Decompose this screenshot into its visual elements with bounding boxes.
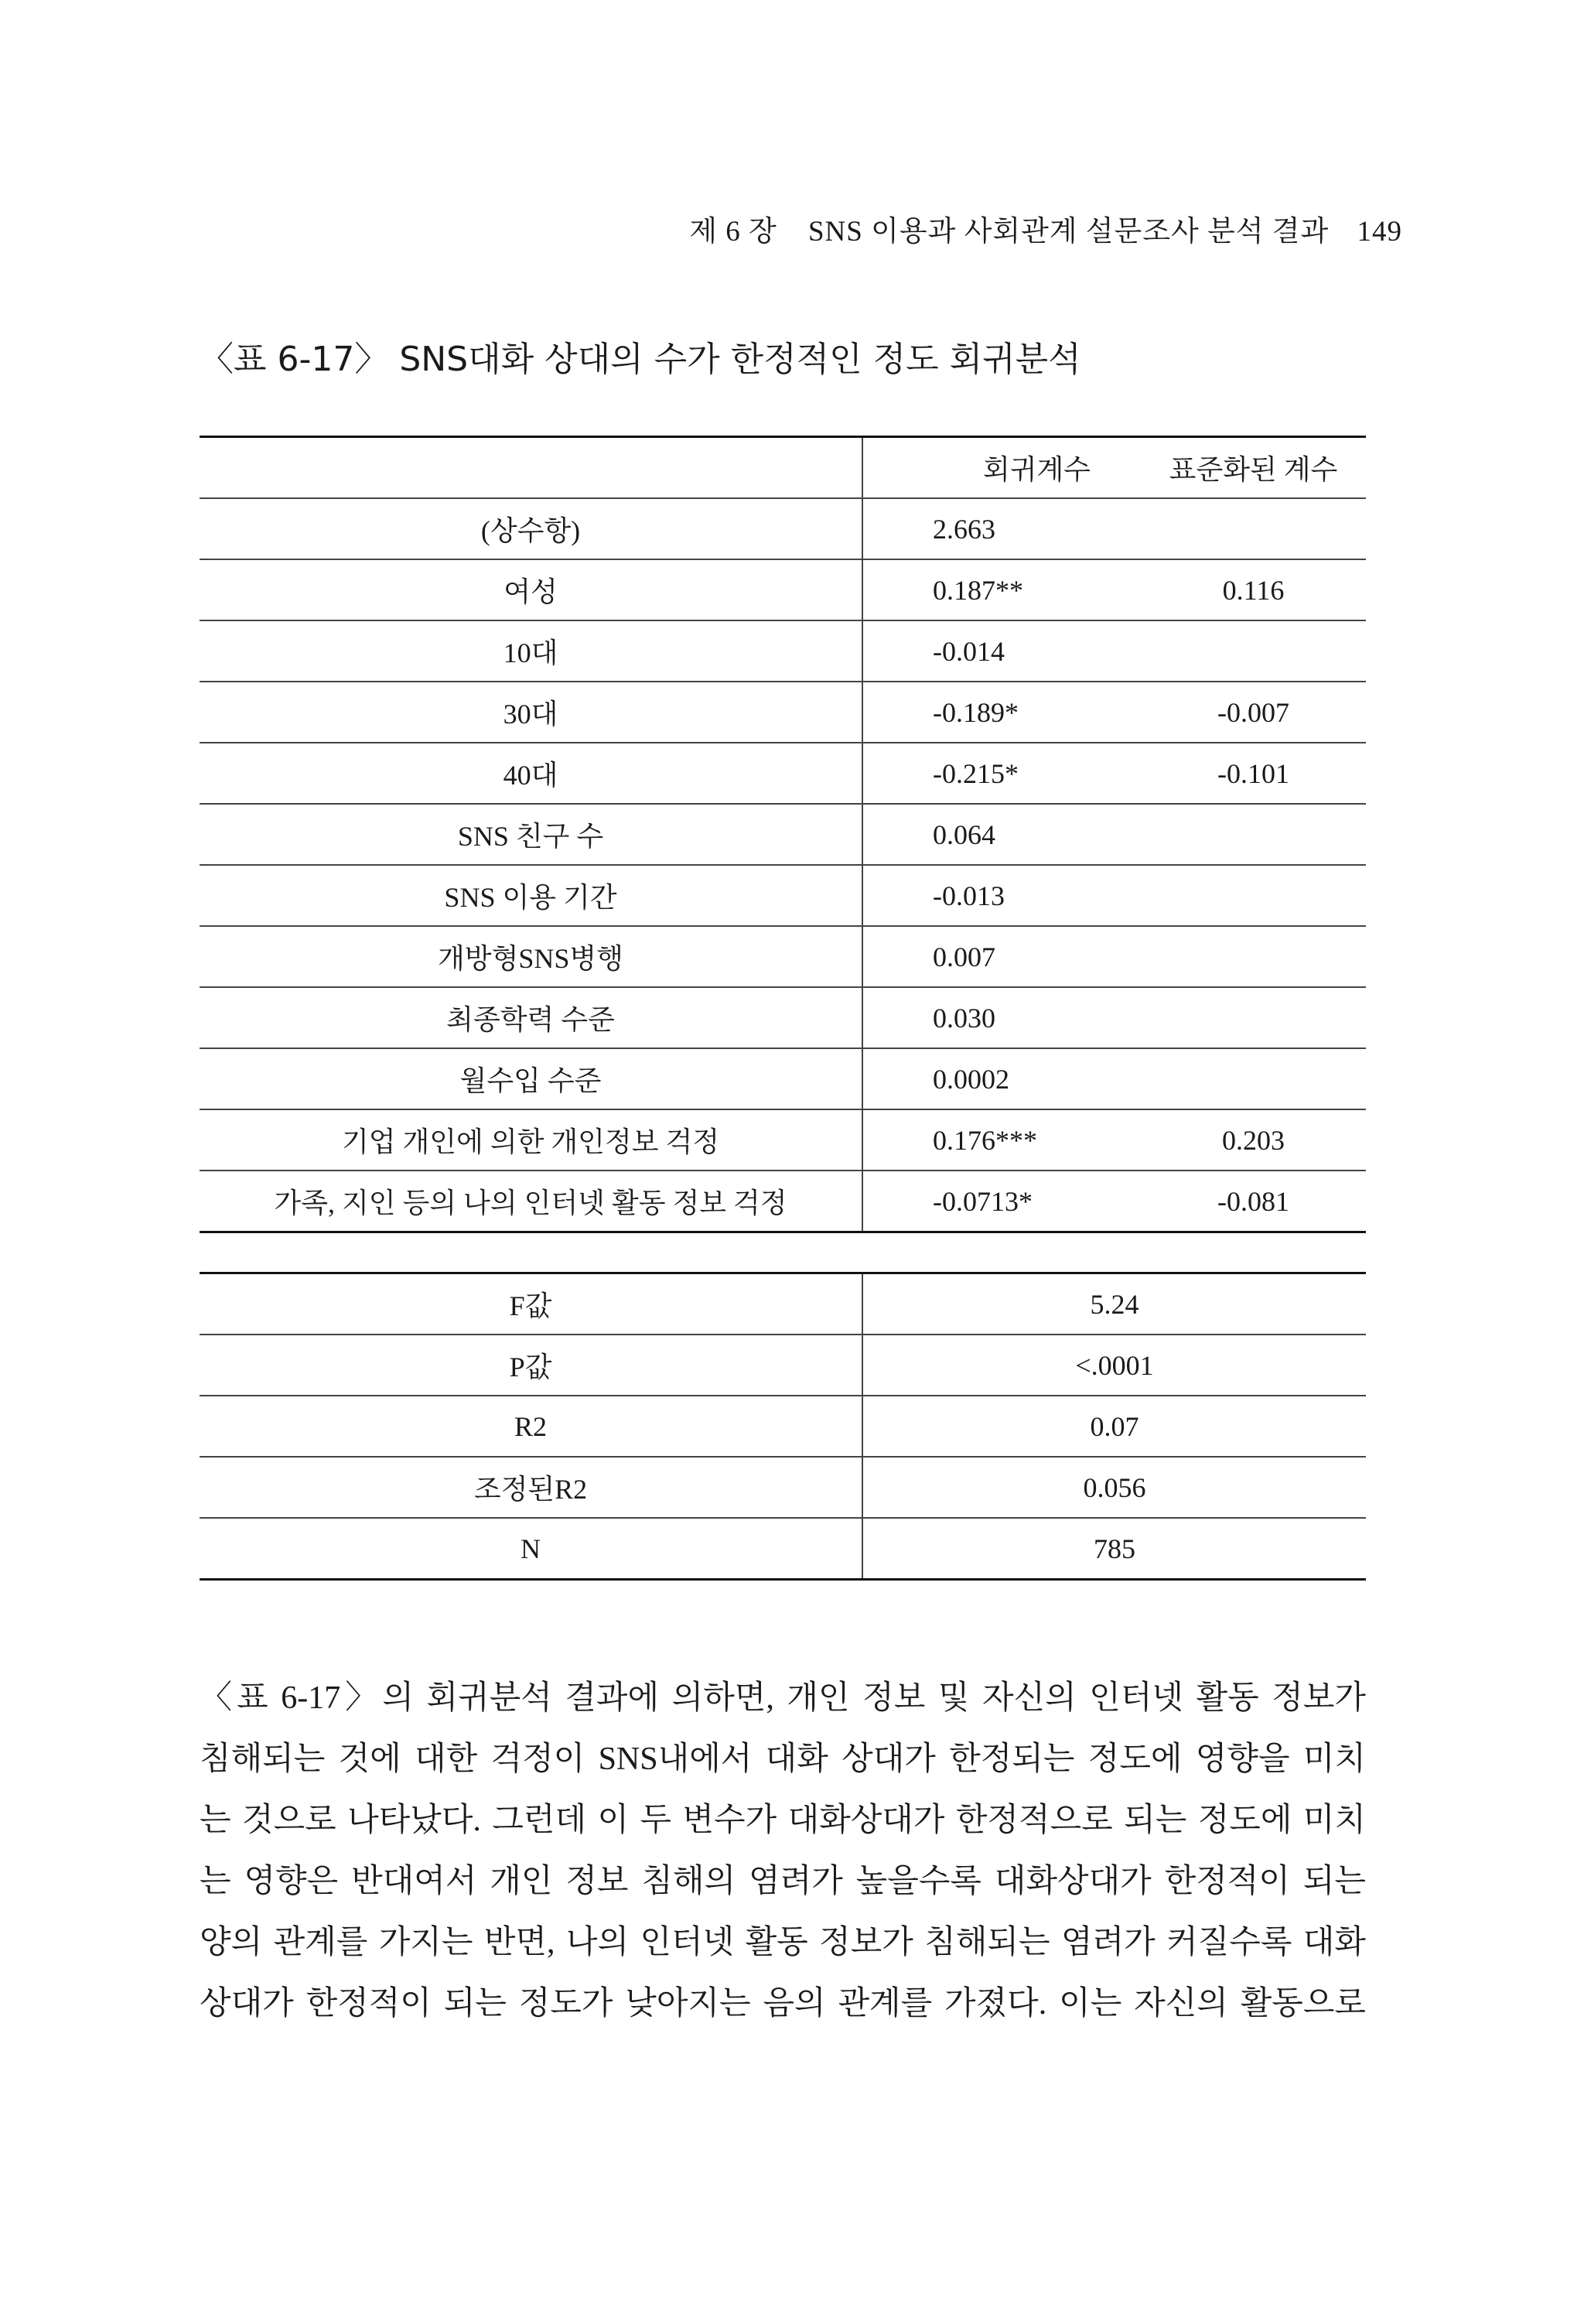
coefficient-cell: 0.030	[862, 987, 1141, 1048]
standardized-cell	[1141, 804, 1366, 865]
body-text-line: 침해되는 것에 대한 걱정이 SNS내에서 대화 상대가 한정되는 정도에 영향을 미치	[200, 1741, 1366, 1777]
coefficient-cell: 0.187**	[862, 559, 1141, 620]
standardized-cell	[1141, 620, 1366, 682]
variable-cell: 최종학력 수준	[200, 987, 862, 1048]
table-row	[200, 559, 1366, 620]
variable-cell: (상수항)	[200, 498, 862, 559]
chapter-title: SNS 이용과 사회관계 설문조사 분석 결과	[807, 216, 1330, 248]
variable-cell: 여성	[200, 559, 862, 620]
variable-cell: SNS 친구 수	[200, 804, 862, 865]
variable-cell: 10대	[200, 620, 862, 682]
coefficient-cell: -0.0713*	[862, 1171, 1141, 1232]
header-cell-coefficient: 회귀계수	[862, 437, 1141, 499]
coefficient-cell: 0.176***	[862, 1109, 1141, 1171]
statistic-label-cell: N	[200, 1518, 862, 1580]
variable-cell: SNS 이용 기간	[200, 865, 862, 926]
table-row	[200, 498, 1366, 559]
statistic-value-cell: 5.24	[862, 1273, 1366, 1335]
coefficient-cell: -0.014	[862, 620, 1141, 682]
standardized-cell: -0.081	[1141, 1171, 1366, 1232]
variable-cell: 30대	[200, 682, 862, 743]
table-row	[200, 620, 1366, 682]
model-statistics-table	[200, 1272, 1366, 1581]
standardized-cell	[1141, 1048, 1366, 1109]
coefficient-cell: 0.0002	[862, 1048, 1141, 1109]
table-row	[200, 1457, 1366, 1518]
coefficient-cell: -0.215*	[862, 743, 1141, 804]
coefficient-cell: 2.663	[862, 498, 1141, 559]
table-row	[200, 1335, 1366, 1396]
body-text-line: 는 영향은 반대여서 개인 정보 침해의 염려가 높을수록 대화상대가 한정적이 되는	[200, 1864, 1366, 1899]
standardized-cell	[1141, 926, 1366, 987]
coefficient-cell: 0.007	[862, 926, 1141, 987]
standardized-cell	[1141, 498, 1366, 559]
table-row	[200, 1396, 1366, 1457]
chapter-label: 제 6 장	[689, 216, 777, 248]
body-text-line: 는 것으로 나타났다. 그런데 이 두 변수가 대화상대가 한정적으로 되는 정도에 미치	[200, 1803, 1366, 1838]
variable-cell: 가족, 지인 등의 나의 인터넷 활동 정보 걱정	[200, 1171, 862, 1232]
header-cell-standardized: 표준화된 계수	[1141, 437, 1366, 499]
standardized-cell	[1141, 987, 1366, 1048]
running-header	[689, 207, 1402, 249]
variable-cell: 월수입 수준	[200, 1048, 862, 1109]
table-row	[200, 743, 1366, 804]
table-row	[200, 1109, 1366, 1171]
statistic-value-cell: 0.056	[862, 1457, 1366, 1518]
table-row	[200, 865, 1366, 926]
statistic-value-cell: 0.07	[862, 1396, 1366, 1457]
table-row	[200, 804, 1366, 865]
body-text-line: 〈표 6-17〉의 회귀분석 결과에 의하면, 개인 정보 및 자신의 인터넷 활동 정보가	[200, 1680, 1366, 1716]
statistic-label-cell: P값	[200, 1335, 862, 1396]
regression-coefficient-table	[200, 436, 1366, 1233]
header-cell-variable	[200, 437, 862, 499]
body-text-line: 상대가 한정적이 되는 정도가 낮아지는 음의 관계를 가졌다. 이는 자신의 활동으로	[200, 1986, 1366, 2022]
standardized-cell: -0.007	[1141, 682, 1366, 743]
table-row	[200, 1273, 1366, 1335]
standardized-cell: 0.203	[1141, 1109, 1366, 1171]
body-paragraph	[200, 1668, 1366, 2035]
variable-cell: 40대	[200, 743, 862, 804]
table-row	[200, 987, 1366, 1048]
coefficient-cell: -0.189*	[862, 682, 1141, 743]
table-row	[200, 1048, 1366, 1109]
variable-cell: 개방형SNS병행	[200, 926, 862, 987]
standardized-cell: 0.116	[1141, 559, 1366, 620]
standardized-cell	[1141, 865, 1366, 926]
standardized-cell: -0.101	[1141, 743, 1366, 804]
table-header-row	[200, 437, 1366, 499]
statistic-label-cell: R2	[200, 1396, 862, 1457]
table-row	[200, 926, 1366, 987]
statistic-value-cell: 785	[862, 1518, 1366, 1580]
statistic-label-cell: F값	[200, 1273, 862, 1335]
table-caption: 〈표 6-17〉 SNS대화 상대의 수가 한정적인 정도 회귀분석	[200, 340, 1081, 379]
statistic-value-cell: <.0001	[862, 1335, 1366, 1396]
coefficient-cell: 0.064	[862, 804, 1141, 865]
table-row	[200, 682, 1366, 743]
table-row	[200, 1171, 1366, 1232]
table-row	[200, 1518, 1366, 1580]
coefficient-cell: -0.013	[862, 865, 1141, 926]
variable-cell: 기업 개인에 의한 개인정보 걱정	[200, 1109, 862, 1171]
body-text-line: 양의 관계를 가지는 반면, 나의 인터넷 활동 정보가 침해되는 염려가 커질수록 대화	[200, 1925, 1366, 1960]
statistic-label-cell: 조정된R2	[200, 1457, 862, 1518]
page-number: 149	[1357, 216, 1402, 248]
